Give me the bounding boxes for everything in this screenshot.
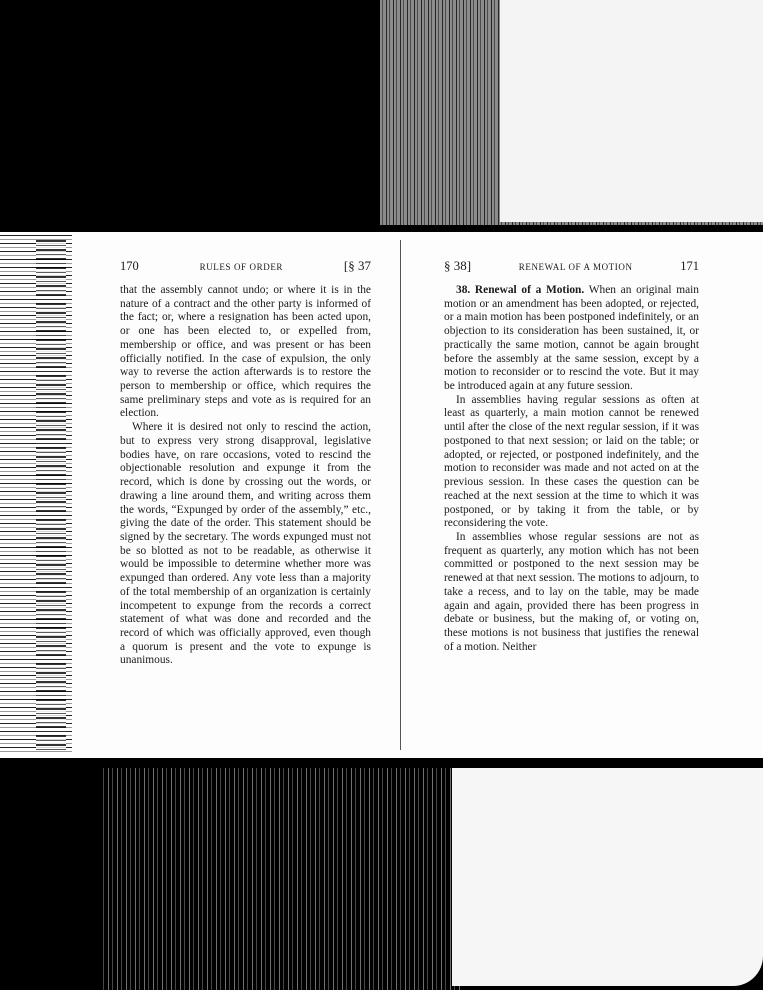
page-body bbox=[120, 284, 371, 668]
page-number: 170 bbox=[120, 259, 139, 273]
paragraph: that the assembly cannot undo; or where it is in the nature of a contract and the other party is informed of the fact; or, where a resignation has been acted upon, or one has been elected to, or expelled from, membership or office, and was present or has been officially notified. In the case of expulsion, the only way to reverse the action afterwards is to restore the person to membership or office, which requires the same preliminary steps and vote as is required for an election. bbox=[120, 284, 371, 420]
scan-light-patch-bottom bbox=[452, 768, 763, 986]
section-marker: [§ 37 bbox=[343, 258, 371, 273]
scan-page-edge-strips bbox=[36, 240, 66, 750]
book-gutter bbox=[400, 240, 401, 750]
paragraph: In assemblies having regular sessions as often at least as quarterly, a main motion cannot be renewed until after the close of the next regular session, if it was postponed to that next session; or laid on the table; or adopted, or rejected, or postponed indefinitely, and the motion to reconsider was made and not acted on at the previous session. In these cases the question can be reached at the next session at the time to which it was postponed, or by taking it from the table, or by reconsidering the vote. bbox=[444, 393, 699, 530]
running-title: RULES OF ORDER bbox=[199, 262, 284, 272]
paragraph: Where it is desired not only to rescind the action, but to express very strong disapproval, legislative bodies have, on rare occasions, voted to rescind the objectionable resolution and expunge it from the record, which is done by crossing out the words, or drawing a line around them, and writing across them the words, “Expunged by order of the assembly,” etc., giving the date of the order. This statement should be signed by the secretary. The words expunged must not be so blotted as not to be readable, as otherwise it would be impossible to determine whether more was expunged than ordered. Any vote less than a majority of the total membership of an organization is certainly incompetent to expunge from the records a correct statement of what was done and recorded and the record of which was officially approved, even though a quorum is present and the vote to expunge is unanimous. bbox=[120, 421, 371, 667]
page-body bbox=[444, 284, 699, 654]
running-head-left bbox=[120, 258, 371, 280]
section-heading: 38. Renewal of a Motion. bbox=[456, 284, 585, 296]
right-page bbox=[444, 258, 699, 654]
scan-light-patch-top bbox=[500, 0, 763, 222]
scan-noise-bottom bbox=[100, 768, 460, 990]
paragraph: In assemblies whose regular sessions are not as frequent as quarterly, any motion which has not been committed or postponed to the next session may be renewed at that next session. The motions to adjourn, to take a recess, and to lay on the table, may be made again and again, provided there has been progress in debate or business, but the making of, or voting on, these motions is not business that justifies the renewal of a motion. Neither bbox=[444, 530, 699, 653]
paragraph bbox=[444, 284, 699, 394]
running-title: RENEWAL OF A MOTION bbox=[518, 262, 633, 272]
running-head-right bbox=[444, 258, 699, 280]
section-marker: § 38] bbox=[444, 258, 472, 273]
page-number: 171 bbox=[680, 259, 699, 273]
paragraph-text: When an original main motion or an amendment has been adopted, or rejected, or a main motion has been postponed indefinitely, or an objection to its consideration has been sustained, it, or practically the same motion, cannot be again brought before the assembly at the same session, except by a motion to reconsider or to rescind the vote. But it may be introduced again at any future session. bbox=[444, 284, 699, 393]
left-page bbox=[120, 258, 371, 668]
